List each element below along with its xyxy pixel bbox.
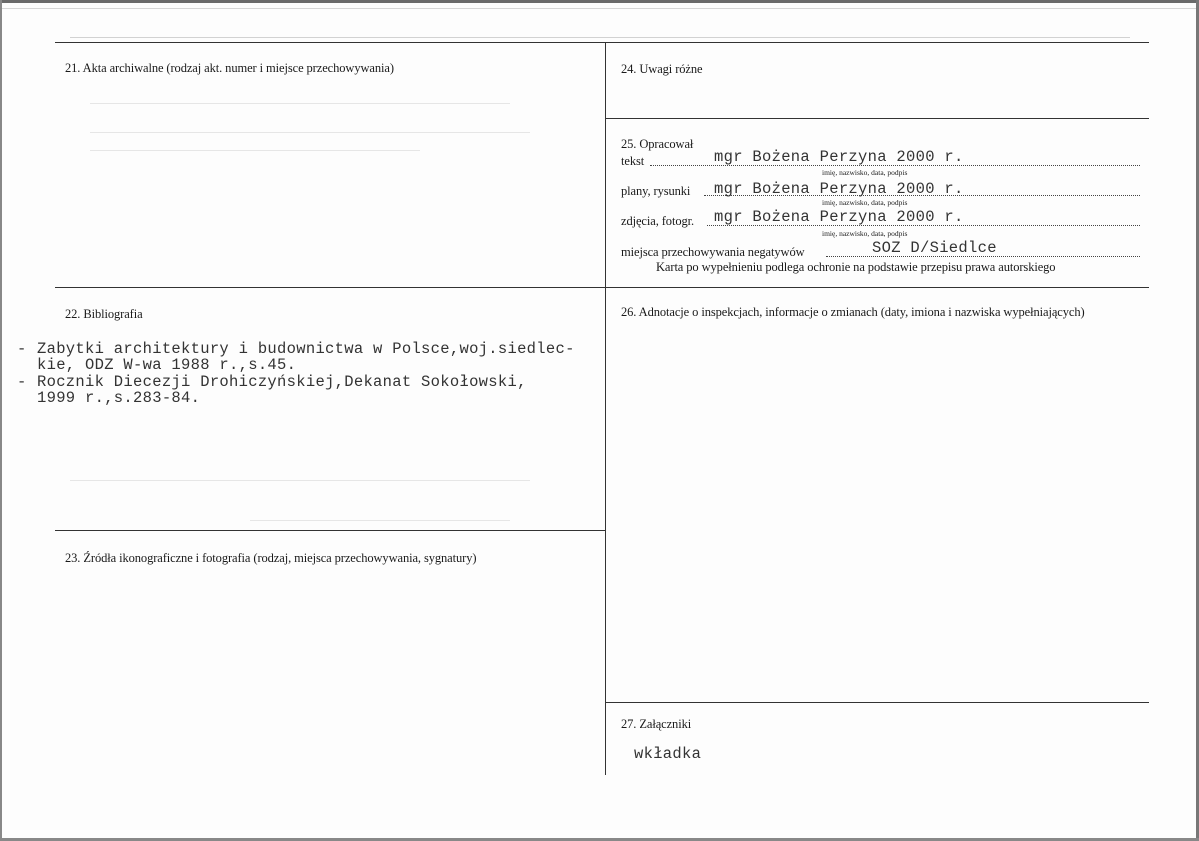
author-plans-value: mgr Bożena Perzyna 2000 r. xyxy=(714,180,964,198)
bibliography-entry-line: 1999 r.,s.283-84. xyxy=(37,389,201,407)
divider-24-25 xyxy=(606,118,1149,119)
center-divider xyxy=(605,42,606,775)
section-27-title: 27. Załączniki xyxy=(621,717,692,731)
copyright-notice: Karta po wypełnieniu podlega ochronie na podstawie przepisu prawa autorskiego xyxy=(656,260,1056,274)
bibliography-entry-line: kie, ODZ W-wa 1988 r.,s.45. xyxy=(37,356,297,374)
author-text-value: mgr Bożena Perzyna 2000 r. xyxy=(714,148,964,166)
section-24-title: 24. Uwagi różne xyxy=(621,62,703,76)
section-26-title: 26. Adnotacje o inspekcjach, informacje o zmianach (daty, imiona i nazwiska wypełniających) xyxy=(621,305,1085,319)
section-22-title: 22. Bibliografia xyxy=(65,307,143,321)
paper-edge-left xyxy=(0,0,2,841)
top-border xyxy=(55,42,1149,43)
show-through-line xyxy=(70,480,530,481)
show-through-line xyxy=(90,103,510,104)
row-label-text: tekst xyxy=(621,154,645,168)
divider-26-27 xyxy=(606,702,1149,703)
show-through-line xyxy=(250,520,510,521)
paper-edge-top-line xyxy=(0,8,1199,9)
bibliography-entry-line: Rocznik Diecezji Drohiczyńskiej,Dekanat Sokołowski, xyxy=(37,373,527,391)
negatives-location-value: SOZ D/Siedlce xyxy=(872,239,997,257)
signature-caption: imię, nazwisko, data, podpis xyxy=(822,198,908,207)
signature-caption: imię, nazwisko, data, podpis xyxy=(822,168,908,177)
paper-edge-top xyxy=(0,0,1199,3)
signature-caption: imię, nazwisko, data, podpis xyxy=(822,229,908,238)
section-21-title: 21. Akta archiwalne (rodzaj akt. numer i miejsce przechowywania) xyxy=(65,61,394,75)
show-through-line xyxy=(70,37,1130,38)
divider-row-2 xyxy=(55,287,1149,288)
attachments-value: wkładka xyxy=(634,745,702,763)
author-photos-value: mgr Bożena Perzyna 2000 r. xyxy=(714,208,964,226)
bibliography-bullet: - xyxy=(17,340,27,358)
show-through-line xyxy=(90,132,530,133)
bibliography-entry-line: Zabytki architektury i budownictwa w Polsce,woj.siedlec- xyxy=(37,340,575,358)
row-label-negatives: miejsca przechowywania negatywów xyxy=(621,245,805,259)
section-25-title: 25. Opracował xyxy=(621,137,694,151)
bibliography-bullet: - xyxy=(17,373,27,391)
row-label-photos: zdjęcia, fotogr. xyxy=(621,214,695,228)
divider-22-23 xyxy=(55,530,605,531)
show-through-line xyxy=(90,150,420,151)
row-label-plans: plany, rysunki xyxy=(621,184,691,198)
section-23-title: 23. Źródła ikonograficzne i fotografia (rodzaj, miejsca przechowywania, sygnatury) xyxy=(65,551,477,565)
